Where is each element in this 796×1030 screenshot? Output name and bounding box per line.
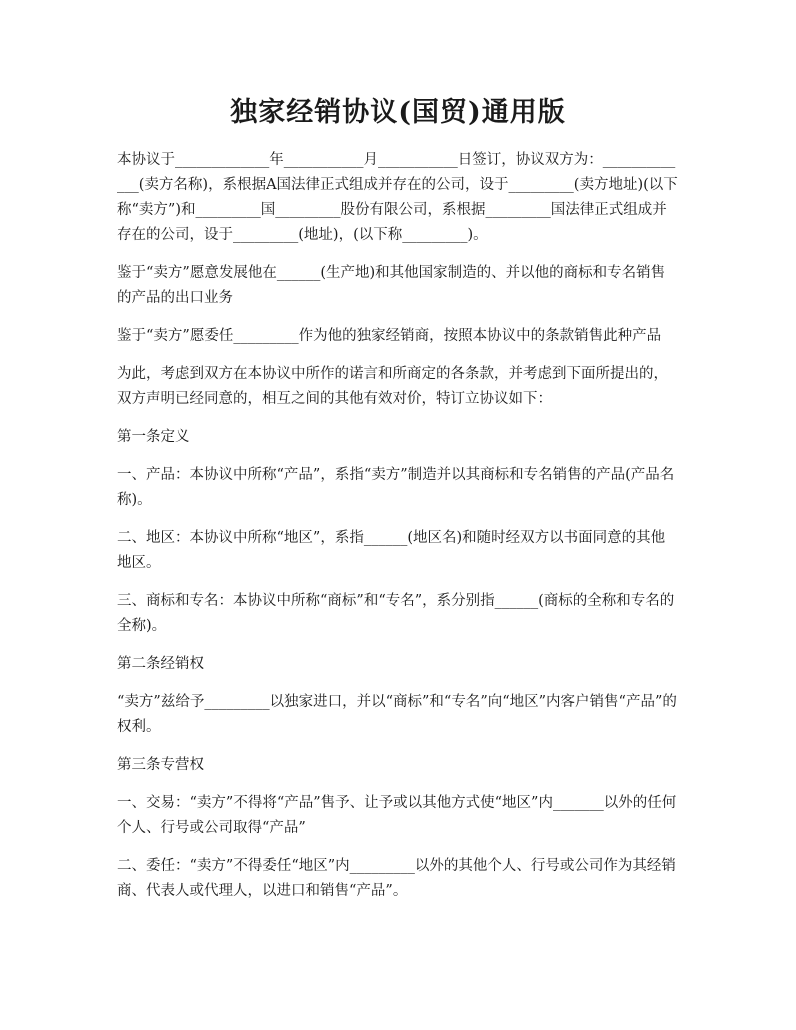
preamble-paragraph: 本协议于_____________年___________月___________日签订，协议双方为：_____________(卖方名称)，系根据A国法律正式组成并存在的公司，设于_________(卖方地址)(以下称“卖方”)和_________国_________股份有限公司，系根据_________国法律正式组成并存在的公司，设于_________(地址)，(以下称_________)。 — [117, 152, 678, 243]
article-1-heading: 第一条定义 — [117, 429, 190, 445]
article-3-clause-2: 二、委任：“卖方”不得委任“地区”内_________以外的其他个人、行号或公司作为其经销商、代表人或代理人，以进口和销售“产品”。 — [117, 858, 676, 899]
article-3-heading: 第三条专营权 — [117, 757, 204, 773]
article-2-heading: 第二条经销权 — [117, 656, 204, 672]
article-1-clause-2: 二、地区：本协议中所称“地区”，系指______(地区名)和随时经双方以书面同意的其他地区。 — [117, 530, 666, 571]
article-3-clause-1: 一、交易：“卖方”不得将“产品”售予、让予或以其他方式使“地区”内_______以外的任何个人、行号或公司取得“产品” — [117, 795, 677, 836]
agreement-intro-paragraph: 为此，考虑到双方在本协议中所作的诺言和所商定的各条款，并考虑到下面所提出的，双方声明已经同意的，相互之间的其他有效对价，特订立协议如下： — [117, 366, 668, 407]
document-body — [117, 148, 679, 917]
recital-paragraph-1: 鉴于“卖方”愿意发展他在______(生产地)和其他国家制造的、并以他的商标和专名销售的产品的出口业务 — [117, 265, 666, 306]
article-1-clause-3: 三、商标和专名：本协议中所称“商标”和“专名”，系分别指______(商标的全称和专名的全称)。 — [117, 593, 675, 634]
recital-paragraph-2: 鉴于“卖方”愿委任_________作为他的独家经销商，按照本协议中的条款销售此种产品 — [117, 328, 662, 344]
article-1-clause-1: 一、产品：本协议中所称“产品”，系指“卖方”制造并以其商标和专名销售的产品(产品名称)。 — [117, 467, 675, 508]
article-2-clause: “卖方”兹给予_________以独家进口，并以“商标”和“专名”向“地区”内客户销售“产品”的权利。 — [117, 694, 677, 735]
document-title: 独家经销协议(国贸)通用版 — [230, 97, 566, 128]
